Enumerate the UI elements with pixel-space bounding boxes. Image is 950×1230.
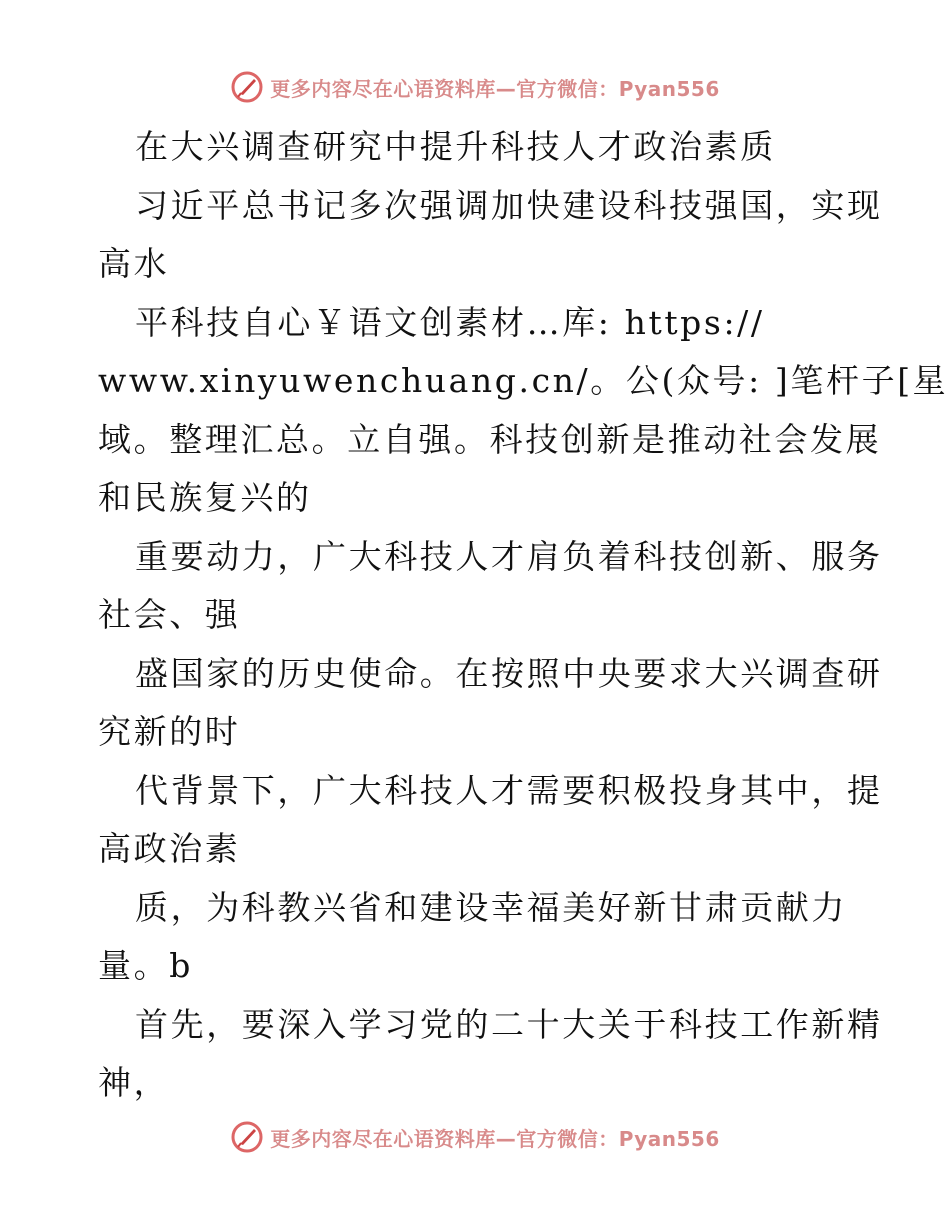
text-line: 高水 bbox=[98, 244, 170, 283]
footer-watermark-text: 更多内容尽在心语资料库—官方微信：Pyan556 bbox=[270, 1126, 720, 1151]
text-line: 质，为科教兴省和建设幸福美好新甘肃贡献力 bbox=[135, 887, 847, 927]
text-line: 代背景下，广大科技人才需要积极投身其中，提 bbox=[135, 770, 883, 810]
text-line: 平科技自心￥语文创素材…库: https:// bbox=[135, 302, 765, 342]
header-watermark bbox=[0, 70, 950, 104]
text-line: 究新的时 bbox=[98, 712, 241, 751]
text-line: 量。b bbox=[98, 946, 193, 985]
text-line: 习近平总书记多次强调加快建设科技强国，实现 bbox=[135, 185, 883, 225]
text-line: 社会、强 bbox=[98, 595, 241, 634]
header-watermark-text: 更多内容尽在心语资料库—官方微信：Pyan556 bbox=[270, 76, 720, 101]
text-line: 神， bbox=[98, 1063, 170, 1102]
text-line: www.xinyuwenchuang.cn/。公(众号: ]笔杆子[星 bbox=[98, 361, 949, 400]
footer-watermark bbox=[0, 1120, 950, 1154]
text-line: 高政治素 bbox=[98, 829, 241, 868]
text-line: 在大兴调查研究中提升科技人才政治素质 bbox=[135, 127, 776, 166]
quill-logo-icon bbox=[230, 1120, 264, 1154]
text-line: 和民族复兴的 bbox=[98, 478, 312, 517]
text-line: 域。整理汇总。立自强。科技创新是推动社会发展 bbox=[98, 419, 882, 459]
text-line: 重要动力，广大科技人才肩负着科技创新、服务 bbox=[135, 536, 883, 576]
text-line: 首先，要深入学习党的二十大关于科技工作新精 bbox=[135, 1004, 883, 1044]
document-body bbox=[98, 118, 949, 1113]
quill-logo-icon bbox=[230, 70, 264, 104]
text-line: 盛国家的历史使命。在按照中央要求大兴调查研 bbox=[135, 653, 883, 693]
